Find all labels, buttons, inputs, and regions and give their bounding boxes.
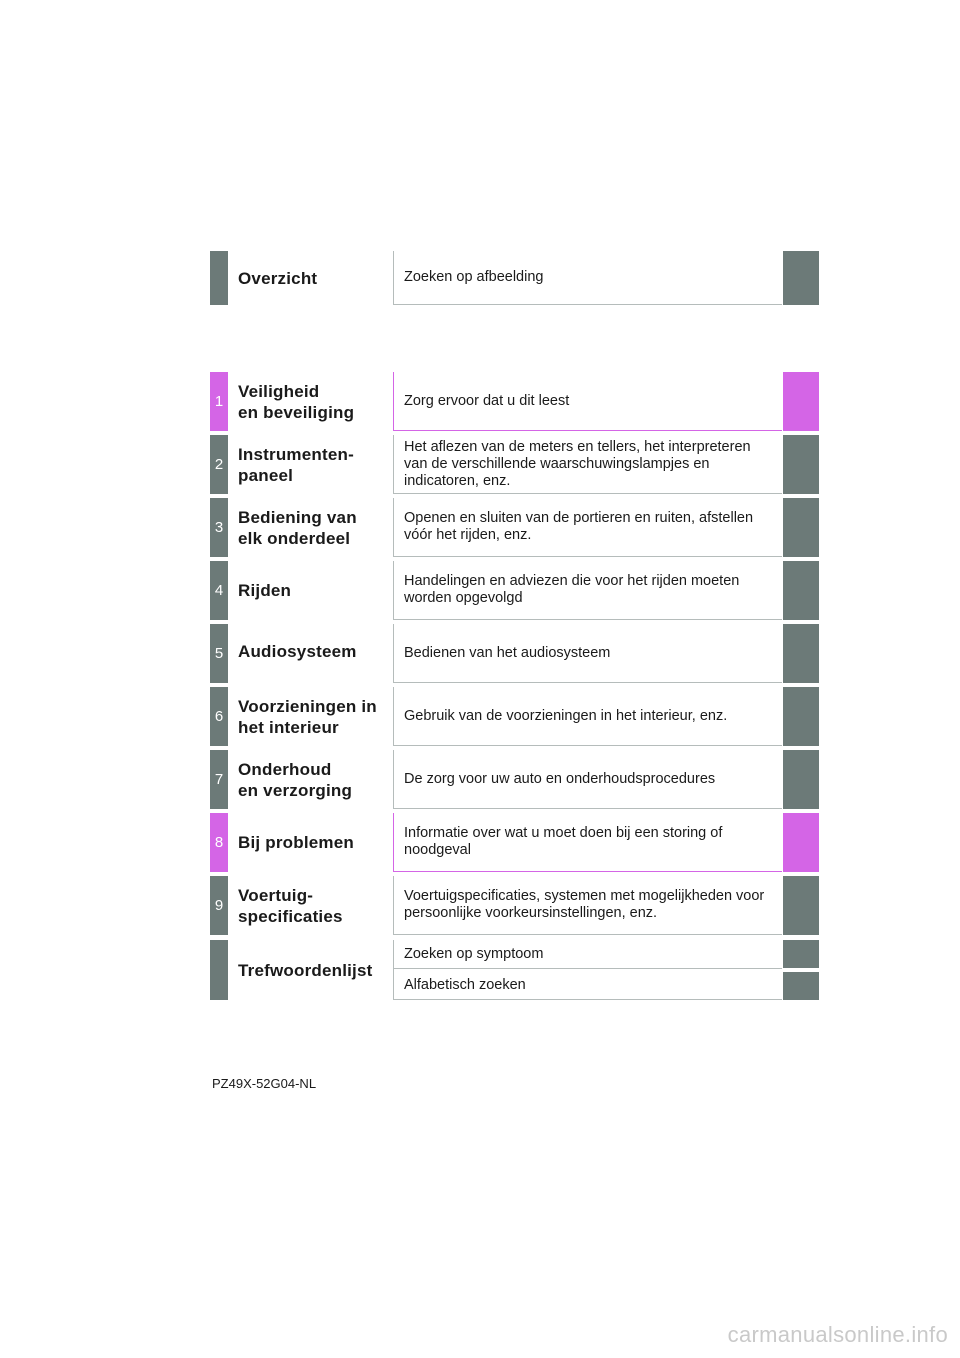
chapter-number: 6 (210, 687, 228, 746)
chapter-description[interactable]: Openen en sluiten van de portieren en ruiten, afstellen vóór het rijden, enz. (393, 498, 782, 557)
toc-row-index[interactable] (210, 940, 819, 1000)
chapter-number: 7 (210, 750, 228, 809)
thumb-tab[interactable] (783, 940, 819, 968)
chapter-description[interactable]: Gebruik van de voorzieningen in het interieur, enz. (393, 687, 782, 746)
chapter-description[interactable]: Handelingen en adviezen die voor het rijden moeten worden opgevolgd (393, 561, 782, 620)
chapter-description[interactable]: Bedienen van het audiosysteem (393, 624, 782, 683)
watermark: carmanualsonline.info (727, 1322, 948, 1347)
toc-row-chapter-6[interactable] (210, 687, 819, 746)
index-link-symptom[interactable]: Zoeken op symptoom (394, 940, 782, 969)
document-id: PZ49X-52G04-NL (212, 1076, 317, 1091)
chapter-title: Instrumenten- paneel (238, 444, 354, 485)
chapter-description[interactable]: Zoeken op afbeelding (393, 251, 782, 305)
chapter-tab (210, 251, 228, 305)
thumb-tab[interactable] (783, 561, 819, 620)
toc-row-chapter-9[interactable] (210, 876, 819, 935)
toc-row-overview[interactable] (210, 251, 819, 305)
chapter-description[interactable]: De zorg voor uw auto en onderhoudsprocedures (393, 750, 782, 809)
chapter-number: 3 (210, 498, 228, 557)
chapter-title: Trefwoordenlijst (238, 960, 373, 980)
thumb-tab[interactable] (783, 251, 819, 305)
toc-row-chapter-2[interactable] (210, 435, 819, 494)
thumb-tab[interactable] (783, 876, 819, 935)
thumb-tab[interactable] (783, 687, 819, 746)
chapter-description[interactable]: Zorg ervoor dat u dit leest (393, 372, 782, 431)
chapter-title: Veiligheid en beveiliging (238, 381, 355, 422)
chapter-title: Bediening van elk onderdeel (238, 507, 357, 548)
thumb-tab[interactable] (783, 498, 819, 557)
chapter-number: 9 (210, 876, 228, 935)
index-link-alphabetical[interactable]: Alfabetisch zoeken (394, 971, 782, 1000)
toc-row-chapter-1[interactable] (210, 372, 819, 431)
index-links (393, 940, 782, 1000)
thumb-tab[interactable] (783, 972, 819, 1000)
chapter-title: Rijden (238, 581, 292, 600)
thumb-tab[interactable] (783, 813, 819, 872)
chapter-number: 5 (210, 624, 228, 683)
toc-row-chapter-8[interactable] (210, 813, 819, 872)
chapter-description[interactable]: Het aflezen van de meters en tellers, het interpreteren van de verschillende waarschuwingslampjes en indicatoren, enz. (393, 435, 782, 494)
toc-row-chapter-3[interactable] (210, 498, 819, 557)
chapter-title: Voorzieningen in het interieur (238, 696, 377, 737)
chapter-title: Audiosysteem (238, 642, 357, 661)
chapter-description[interactable]: Voertuigspecificaties, systemen met mogelijkheden voor persoonlijke voorkeursinstellingen, enz. (393, 876, 782, 935)
chapter-number: 4 (210, 561, 228, 620)
toc-row-chapter-5[interactable] (210, 624, 819, 683)
thumb-tab[interactable] (783, 624, 819, 683)
chapter-title: Bij problemen (238, 833, 354, 852)
chapter-title: Voertuig- specificaties (238, 885, 343, 926)
chapter-title: Onderhoud en verzorging (238, 759, 353, 800)
chapter-tab (210, 940, 228, 1000)
chapter-number: 8 (210, 813, 228, 872)
chapter-description[interactable]: Informatie over wat u moet doen bij een storing of noodgeval (393, 813, 782, 872)
thumb-tab[interactable] (783, 435, 819, 494)
thumb-tab[interactable] (783, 372, 819, 431)
thumb-tab[interactable] (783, 750, 819, 809)
toc-row-chapter-7[interactable] (210, 750, 819, 809)
chapter-title: Overzicht (238, 268, 318, 288)
chapter-number: 1 (210, 372, 228, 431)
chapter-number: 2 (210, 435, 228, 494)
toc-row-chapter-4[interactable] (210, 561, 819, 620)
